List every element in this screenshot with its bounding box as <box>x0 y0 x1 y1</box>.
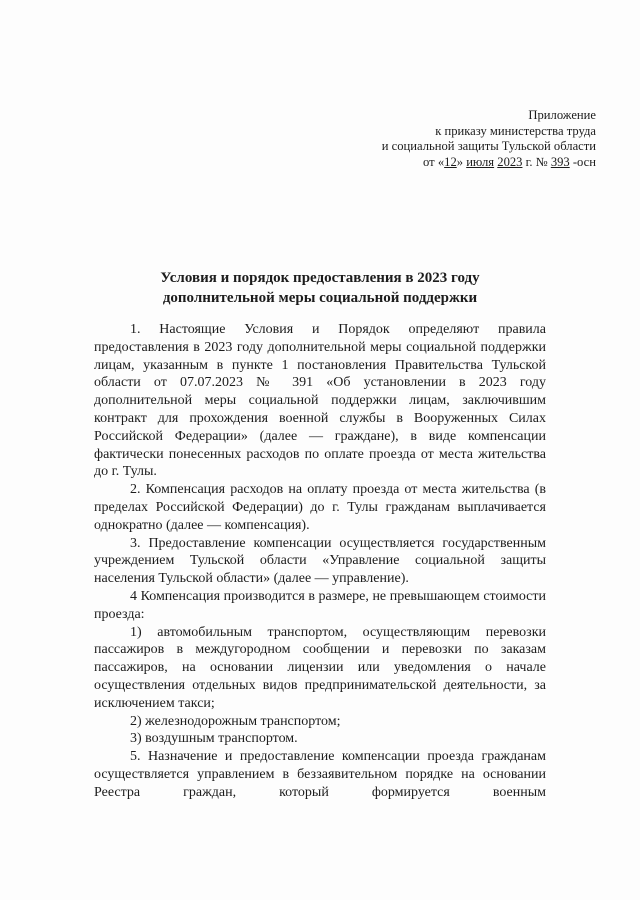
title-line-2: дополнительной меры социальной поддержки <box>162 289 478 306</box>
date-mid: » <box>456 154 467 169</box>
order-suffix: -осн <box>569 154 596 169</box>
paragraph-4-item-2: 2) железнодорожным транспортом; <box>130 713 341 729</box>
paragraph-3: 3. Предоставление компенсации осуществляется государственным учреждением Тульской области «Управление социальной защиты населения Тульской области» (далее — управление). <box>94 535 546 587</box>
title-line-1: Условия и порядок предоставления в 2023 году <box>160 270 480 286</box>
order-number: 393 <box>550 154 570 169</box>
appendix-line-3: и социальной защиты Тульской области <box>381 139 596 153</box>
date-year: 2023 <box>497 154 523 169</box>
paragraph-4-item-1: 1) автомобильным транспортом, осуществляющим перевозки пассажиров в междугородном сообщении и перевозки по заказам пассажиров, на основании лицензии или уведомления о начале осуществления отдельных видов предпринимательской деятельности, за исключением такси; <box>94 624 546 711</box>
paragraph-4-item-3: 3) воздушным транспортом. <box>130 731 298 747</box>
date-month: июля <box>466 154 495 169</box>
date-day: 12 <box>444 154 457 169</box>
paragraph-5: 5. Назначение и предоставление компенсации проезда гражданам осуществляется управлением в беззаявительном порядке на основании Реестра граждан, который формируется военным <box>94 749 546 800</box>
document-title <box>90 269 550 308</box>
appendix-line-2: к приказу министерства труда <box>435 123 596 138</box>
document-body <box>94 321 546 802</box>
date-suffix: г. № <box>522 154 551 169</box>
date-prefix: от « <box>423 154 445 169</box>
appendix-date-line <box>296 155 596 171</box>
appendix-line-1: Приложение <box>528 108 596 122</box>
paragraph-4: 4 Компенсация производится в размере, не превышающем стоимости проезда: <box>94 588 546 622</box>
paragraph-2: 2. Компенсация расходов на оплату проезда от места жительства (в пределах Российской Федерации) до г. Тулы гражданам выплачивается однократно (далее — компенсация). <box>94 482 546 533</box>
paragraph-1: 1. Настоящие Условия и Порядок определяют правила предоставления в 2023 году дополнительной меры социальной поддержки лицам, указанным в пункте 1 постановления Правительства Тульской области от 07.07.2023 № 391 «Об установлении в 2023 году дополнительной меры социальной поддержки лицам, заключившим контракт для прохождения военной службы в Вооруженных Силах Российской Федерации» (далее — граждане), в виде компенсации фактически понесенных расходов по оплате проезда от места жительства до г. Тулы. <box>94 322 546 480</box>
appendix-header <box>296 108 596 170</box>
